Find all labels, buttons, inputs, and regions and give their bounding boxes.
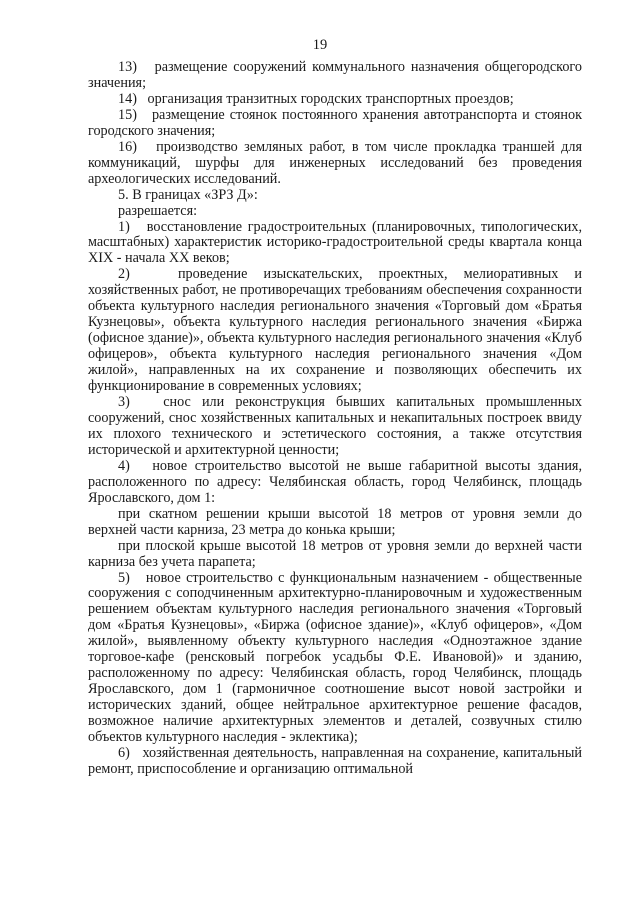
page-number: 19 [312,37,328,53]
paragraph-item-13: 13) размещение сооружений коммунального назначения общегородского значения; [88,59,582,91]
paragraph-item-6: 6) хозяйственная деятельность, направленная на сохранение, капитальный ремонт, приспособление и организацию оптимальной [88,744,582,777]
paragraph-item-15: 15) размещение стоянок постоянного хранения автотранспорта и стоянок городского значения; [88,106,582,139]
paragraph-item-1: 1) восстановление градостроительных (планировочных, типологических, масштабных) характеристик историко-градостроительной среды квартала конца XIX - начала XX веков; [88,218,582,267]
paragraph-item-4: 4) новое строительство высотой не выше габаритной высоты здания, расположенного по адресу: Челябинская область, город Челябинск, площадь Ярославского, дом 1: [88,457,582,506]
paragraph-item-2: 2) проведение изыскательских, проектных, мелиоративных и хозяйственных работ, не противоречащих требованиям обеспечения сохранности объекта культурного наследия регионального значения «Торговый дом «Братья Кузнецовы», объекта культурного наследия регионального значения «Биржа (офисное здание)», объекта культурного наследия регионального значения «Клуб офицеров», объекта культурного наследия регионального значения «Дом жилой», направленных на их сохранение и позволяющих обеспечить их функционирование в современных условиях; [88,266,582,395]
paragraph-item-3: 3) снос или реконструкция бывших капитальных промышленных сооружений, снос хозяйственных капитальных и некапитальных построек ввиду их плохого технического и эстетического состояния, а также отсутствия исторической и архитектурной ценности; [88,394,582,458]
paragraph-item-5: 5) новое строительство с функциональным назначением - общественные сооружения с соподчиненным архитектурно-планировочным и художественным решением объектам культурного наследия регионального значения «Торговый дом «Братья Кузнецовы», «Биржа (офисное здание)», «Клуб офицеров», «Дом жилой», выявленному объекту культурного наследия «Одноэтажное здание торговое-кафе (ренсковый погребок усадьбы Ф.Е. Ивановой)» и зданию, расположенному по адресу: Челябинская область, город Челябинск, площадь Ярославского, дом 1 (гармоничное соотношение высот новой застройки и исторических зданий, общее нейтральное архитектурное решение фасадов, возможное наличие архитектурных элементов и деталей, созвучных стилю объектов культурного наследия - эклектика); [88,569,582,746]
paragraph-item-16: 16) производство земляных работ, в том числе прокладка траншей для коммуникаций, шурфы для инженерных исследований без проведения археологических исследований. [88,138,582,187]
paragraph-item-14: 14) организация транзитных городских транспортных проездов; [118,90,514,107]
document-body [88,60,582,778]
permitted-label: разрешается: [118,202,198,219]
paragraph-flat-roof: при плоской крыше высотой 18 метров от уровня земли до верхней части карниза без учета парапета; [88,537,582,570]
section-heading-zrz-d: 5. В границах «ЗРЗ Д»: [118,186,258,203]
paragraph-pitched-roof: при скатном решении крыши высотой 18 метров от уровня земли до верхней части карниза, 23 метра до конька крыши; [88,505,582,538]
